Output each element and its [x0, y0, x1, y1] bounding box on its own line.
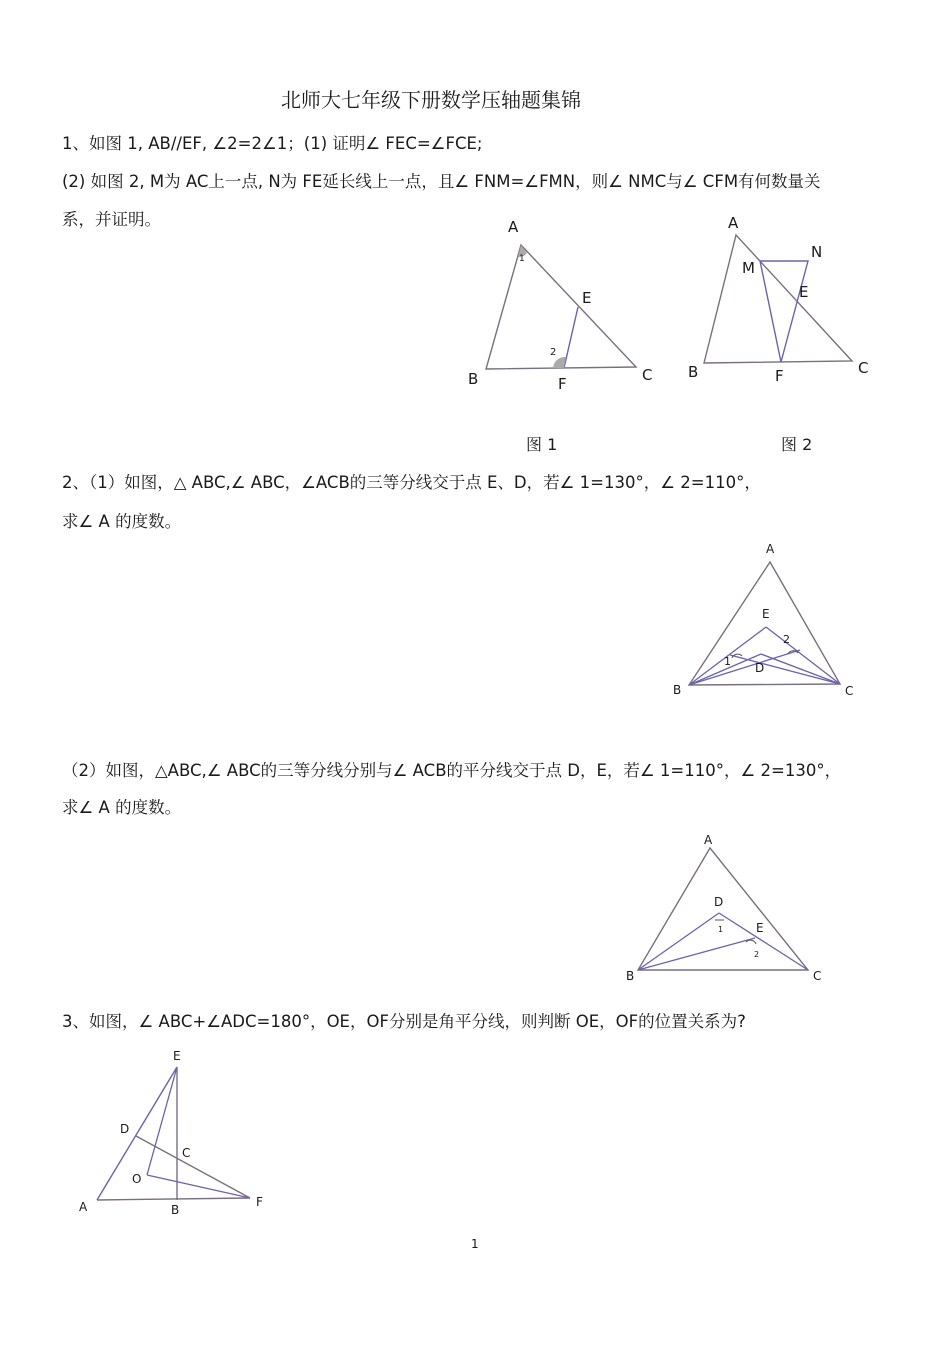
- fig2-label-e: E: [799, 283, 809, 301]
- fig4-label-d: D: [714, 895, 724, 909]
- fig1-label-angle-1: 1: [519, 254, 525, 264]
- fig1-label-e: E: [582, 289, 592, 307]
- fig1-label-a: A: [508, 218, 519, 236]
- q3-line-1: 3、如图，∠ ABC+∠ADC=180°，OE，OF分别是角平分线，则判断 OE，OF的位置关系为?: [62, 1012, 746, 1031]
- fig4-line-be: [638, 938, 755, 970]
- fig2-triangle-mnf: [760, 261, 808, 362]
- fig3-line-ec: [766, 627, 840, 684]
- figure-5: [79, 1049, 263, 1217]
- fig1-triangle-abc: [486, 245, 636, 369]
- figure-3: [673, 542, 853, 698]
- fig5-label-c: C: [182, 1146, 191, 1160]
- fig3-label-e: E: [762, 607, 770, 621]
- fig3-label-d: D: [755, 661, 765, 675]
- fig1-label-f: F: [558, 375, 567, 393]
- fig1-segment-ef: [564, 307, 578, 368]
- fig3-label-angle-1: 1: [724, 655, 731, 668]
- fig4-label-e: E: [756, 921, 764, 935]
- fig1-label-b: B: [468, 370, 479, 388]
- figure-1-caption: 图 1: [526, 435, 558, 454]
- fig3-label-a: A: [766, 542, 775, 556]
- fig4-label-a: A: [704, 833, 713, 847]
- fig5-label-b: B: [171, 1203, 180, 1217]
- fig4-label-b: B: [626, 969, 635, 983]
- fig1-angle-2-mark: [553, 357, 566, 368]
- fig2-triangle-abc: [704, 235, 852, 363]
- figure-2: [688, 214, 868, 385]
- q1-line-2: (2) 如图 2, M为 AC上一点, N为 FE延长线上一点，且∠ FNM=∠FMN，则∠ NMC与∠ CFM有何数量关: [62, 172, 821, 191]
- fig2-label-m: M: [742, 259, 755, 277]
- page-title: 北师大七年级下册数学压轴题集锦: [281, 88, 581, 112]
- figure-1: [468, 218, 652, 393]
- fig5-line-eo: [147, 1067, 177, 1175]
- fig2-label-c: C: [858, 359, 869, 377]
- q1-line-3: 系，并证明。: [62, 210, 161, 229]
- q2-part1-line-2: 求∠ A 的度数。: [62, 512, 182, 531]
- figure-4: [626, 833, 821, 983]
- fig5-label-f: F: [256, 1195, 263, 1209]
- fig4-line-bd: [638, 913, 719, 970]
- fig5-line-df: [136, 1136, 250, 1198]
- q2-part1-line-1: 2、（1）如图，△ ABC,∠ ABC，∠ACB的三等分线交于点 E、D，若∠ 1=130°，∠ 2=110°，: [62, 473, 761, 492]
- figure-2-caption: 图 2: [781, 435, 813, 454]
- q2-part2-line-1: （2）如图，△ABC,∠ ABC的三等分线分别与∠ ACB的平分线交于点 D，E，若∠ 1=110°，∠ 2=130°，: [62, 761, 842, 780]
- fig3-label-angle-2: 2: [783, 633, 790, 646]
- fig4-angle-2-arc: [746, 940, 756, 944]
- fig5-label-o: O: [132, 1172, 142, 1186]
- fig1-label-angle-2: 2: [550, 347, 557, 358]
- fig4-label-c: C: [813, 969, 822, 983]
- fig5-line-af: [97, 1198, 250, 1200]
- fig3-label-b: B: [673, 683, 682, 697]
- q1-line-1: 1、如图 1, AB//EF, ∠2=2∠1；(1) 证明∠ FEC=∠FCE;: [62, 134, 483, 153]
- fig5-label-a: A: [79, 1200, 88, 1214]
- fig5-label-e: E: [173, 1049, 181, 1063]
- fig2-label-n: N: [811, 243, 823, 261]
- fig2-label-a: A: [728, 214, 739, 232]
- fig1-label-c: C: [642, 366, 653, 384]
- fig5-label-d: D: [120, 1122, 130, 1136]
- fig3-line-c-trisector: [730, 655, 840, 684]
- fig4-label-angle-2: 2: [754, 950, 760, 959]
- fig5-line-of: [147, 1175, 250, 1198]
- page-number: 1: [471, 1237, 479, 1251]
- fig4-label-angle-1: 1: [718, 925, 724, 934]
- fig2-label-b: B: [688, 363, 699, 381]
- q2-part2-line-2: 求∠ A 的度数。: [62, 798, 182, 817]
- fig3-line-b-trisector: [689, 650, 800, 685]
- fig2-label-f: F: [775, 367, 784, 385]
- fig3-label-c: C: [845, 684, 854, 698]
